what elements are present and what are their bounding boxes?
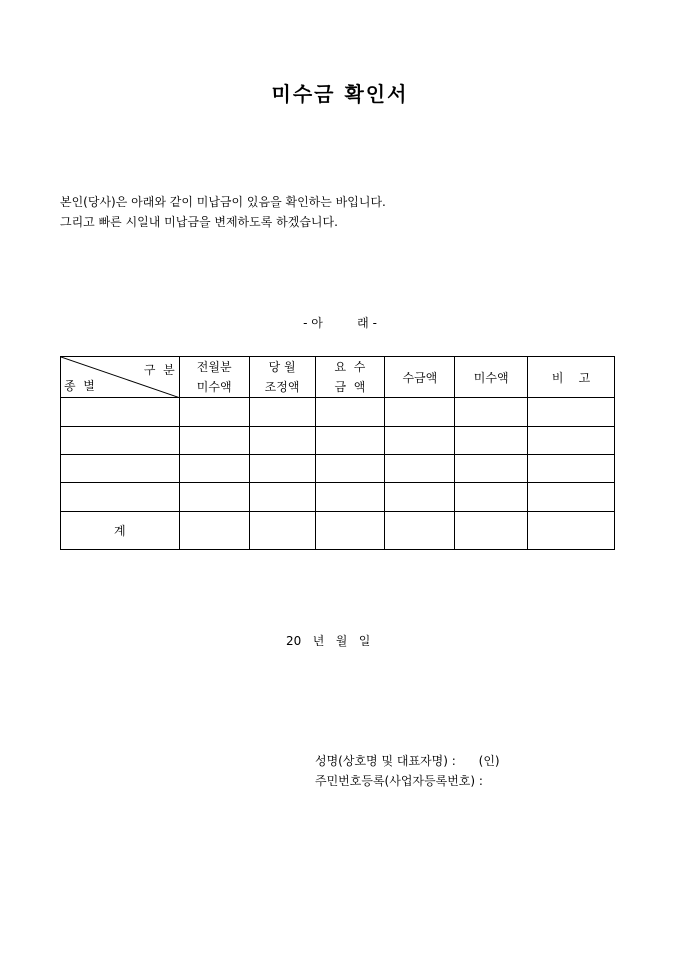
statement-line-2: 그리고 빠른 시일내 미납금을 변제하도록 하겠습니다. [60, 215, 338, 229]
table-row [61, 454, 615, 482]
signature-name-line: 성명(상호명 및 대표자명) : (인) [315, 754, 500, 768]
header-unpaid-amount: 미수액 [455, 357, 528, 398]
header-prev-month-unpaid: 전월분 미수액 [179, 357, 249, 398]
date-line: 20 년 월 일 [286, 634, 371, 648]
total-label: 계 [61, 511, 180, 549]
statement-line-1: 본인(당사)은 아래와 같이 미납금이 있음을 확인하는 바입니다. [60, 195, 386, 209]
table-header-row [61, 357, 615, 398]
corner-top-label: 구 분 [143, 363, 175, 377]
signature-id-line: 주민번호등록(사업자등록번호) : [315, 774, 483, 788]
document-title: 미수금 확인서 [271, 82, 409, 106]
header-month-adjustment: 당 월 조정액 [249, 357, 315, 398]
section-label: - 아 래 - [303, 316, 377, 330]
table-row [61, 398, 615, 426]
header-collected-amount: 수금액 [385, 357, 455, 398]
header-required-amount: 요 수 금 액 [315, 357, 385, 398]
table-row [61, 426, 615, 454]
table-total-row [61, 511, 615, 549]
corner-header-cell [61, 357, 180, 398]
corner-bottom-label: 종 별 [64, 379, 95, 394]
header-remarks: 비 고 [528, 357, 615, 398]
receivables-table [60, 356, 615, 550]
table-row [61, 483, 615, 511]
